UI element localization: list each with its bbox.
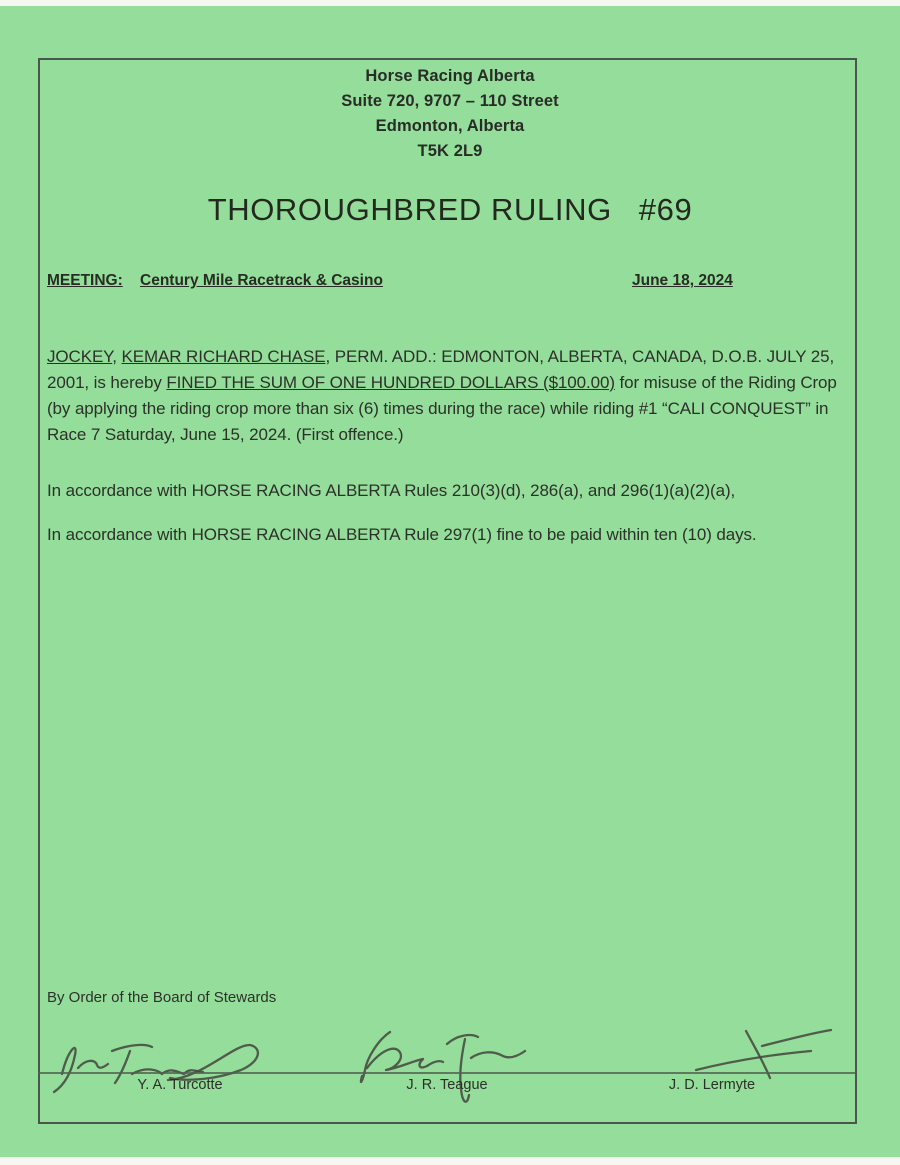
para-rules: In accordance with HORSE RACING ALBERTA Rules 210(3)(d), 286(a), and 296(1)(a)(2)(a), (47, 481, 736, 500)
para-jockey-fine (47, 344, 853, 448)
meeting-row (0, 272, 900, 296)
org-header (0, 64, 900, 164)
signer-name-lermyte: J. D. Lermyte (668, 1077, 756, 1093)
signature-lermyte (666, 1024, 841, 1084)
meeting-value: Century Mile Racetrack & Casino (140, 272, 383, 289)
org-name: Horse Racing Alberta (365, 67, 535, 85)
signer-name-turcotte: Y. A. Turcotte (137, 1077, 223, 1093)
signature-line (38, 1072, 855, 1074)
board-order-text: By Order of the Board of Stewards (47, 989, 277, 1006)
signature-teague (358, 1018, 533, 1113)
ruling-number: #69 (638, 192, 693, 227)
ruling-date: June 18, 2024 (632, 272, 733, 289)
ruling-title (0, 192, 900, 228)
org-city: Edmonton, Alberta (375, 117, 525, 135)
document-page (0, 6, 900, 1157)
para-text: , PERM. ADD.: EDMONTON, ALBERTA, CANADA, D.O.B. JULY 25, 2001, is hereby (47, 347, 835, 392)
para-payment: In accordance with HORSE RACING ALBERTA Rule 297(1) fine to be paid within ten (10) days. (47, 525, 757, 544)
jockey-label: JOCKEY (47, 347, 113, 366)
para-text: for misuse of the Riding Crop (by applying the riding crop more than six (6) times during the race) while riding #1 “CALI CONQUEST” in Race 7 Saturday, June 15, 2024. (First offence.) (47, 373, 837, 444)
org-postal-code: T5K 2L9 (417, 142, 483, 160)
jockey-name: KEMAR RICHARD CHASE (121, 347, 326, 366)
para-text: , (112, 347, 122, 366)
fine-amount: FINED THE SUM OF ONE HUNDRED DOLLARS ($100.00) (166, 373, 615, 392)
ruling-title-text: THOROUGHBRED RULING (207, 192, 612, 227)
org-address: Suite 720, 9707 – 110 Street (341, 92, 559, 110)
signer-name-teague: J. R. Teague (406, 1077, 488, 1093)
meeting-label: MEETING: (47, 272, 123, 289)
